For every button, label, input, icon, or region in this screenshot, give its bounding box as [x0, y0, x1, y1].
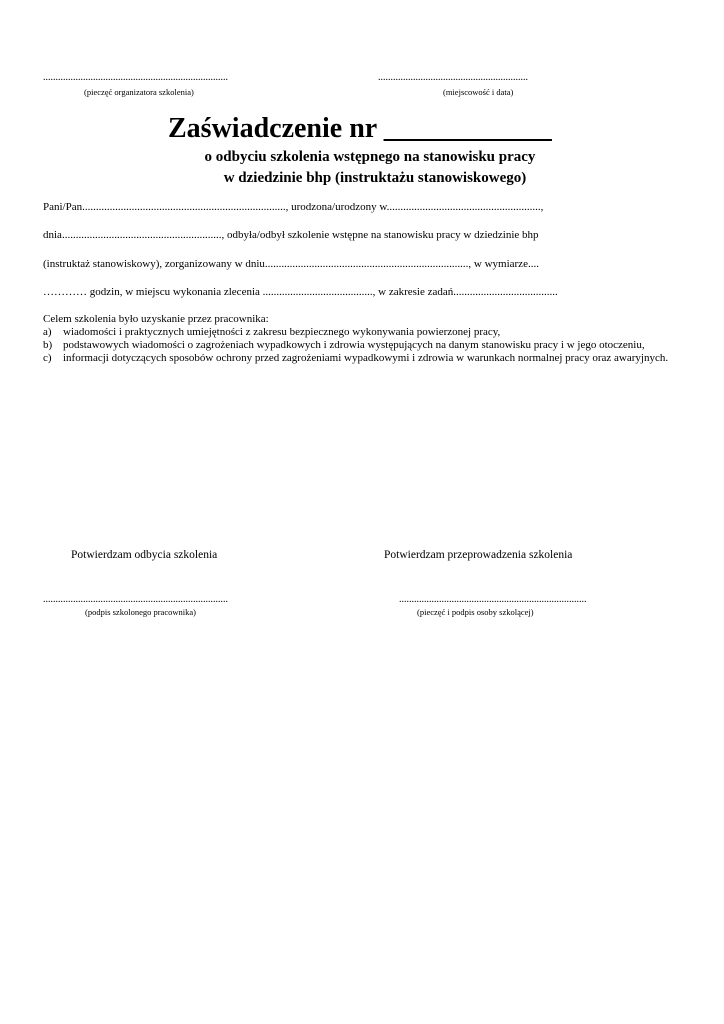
goal-text: podstawowych wiadomości o zagrożeniach wypadkowych i zdrowia występujących na danym stanowisku pracy i w jego otoczeniu,	[63, 339, 645, 351]
goal-item-c	[43, 352, 701, 365]
goals-intro: Celem szkolenia było uzyskanie przez pracownika:	[43, 313, 269, 325]
goal-text: informacji dotyczących sposobów ochrony przed zagrożeniami wypadkowymi i zdrowia w warunkach normalnej pracy oraz awaryjnych.	[63, 352, 669, 364]
certificate-title: Zaświadczenie nr ____________	[168, 113, 552, 144]
trainee-signature-line: ..........................................................................	[43, 594, 228, 605]
training-organized-line: (instruktaż stanowiskowy), zorganizowany w dniu.........................................................................., w wymiarze....	[43, 258, 539, 270]
place-date-line: ............................................................	[378, 72, 528, 83]
goal-label: b)	[43, 339, 53, 351]
certificate-subtitle-line2: w dziedzinie bhp (instruktażu stanowiskowego)	[223, 170, 527, 186]
goal-text: wiadomości i praktycznych umiejętności z zakresu bezpiecznego wykonywania powierzonej pracy,	[63, 326, 501, 338]
goal-item-a	[43, 326, 701, 339]
trainee-signature-caption: (podpis szkolonego pracownika)	[85, 607, 196, 617]
trainee-name-line: Pani/Pan.........................................................................., urodzona/urodzony w........................................................,	[43, 201, 544, 213]
place-date-caption: (miejscowość i data)	[443, 87, 514, 97]
organizer-stamp-caption: (pieczęć organizatora szkolenia)	[84, 87, 194, 97]
goal-label: a)	[43, 326, 52, 338]
goal-item-b	[43, 339, 701, 352]
goal-label: c)	[43, 352, 52, 364]
training-date-line: dnia.........................................................., odbyła/odbył szkolenie wstępne na stanowisku pracy w dziedzinie bhp	[43, 229, 539, 241]
certificate-subtitle-line1: o odbyciu szkolenia wstępnego na stanowisku pracy	[204, 149, 536, 165]
organizer-stamp-line: ..........................................................................	[43, 72, 228, 83]
trainer-signature-caption: (pieczęć i podpis osoby szkolącej)	[417, 607, 534, 617]
trainer-signature-line: ...........................................................................	[399, 594, 587, 605]
training-hours-line: ………… godzin, w miejscu wykonania zlecenia ........................................, w zakresie zadań......................................	[43, 286, 558, 298]
training-goals	[43, 313, 701, 365]
trainee-confirmation: Potwierdzam odbycia szkolenia	[71, 549, 218, 561]
trainer-confirmation: Potwierdzam przeprowadzenia szkolenia	[384, 549, 573, 561]
